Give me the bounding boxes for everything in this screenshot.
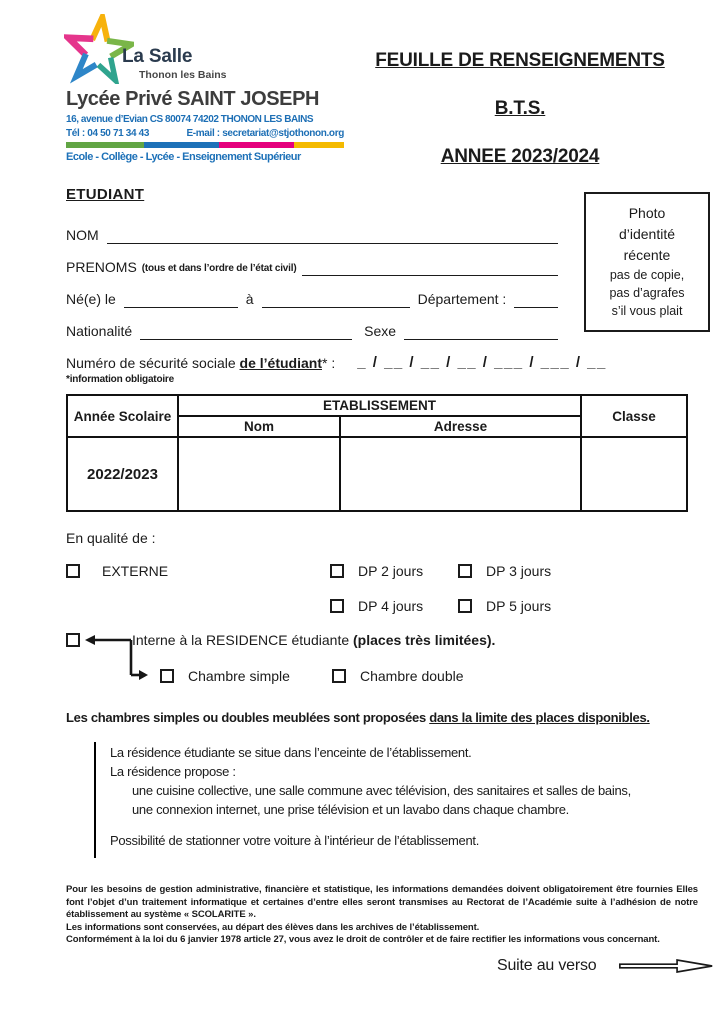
option-interne xyxy=(66,632,694,648)
dp5-checkbox[interactable] xyxy=(458,599,472,613)
option-dp3 xyxy=(458,563,586,579)
legal-paragraph-3: Conformément à la loi du 6 janvier 1978 article 27, vous avez le droit de contrôler et de faire rectifier les informations vous concernant. xyxy=(66,934,660,945)
departement-label: Département : xyxy=(417,291,507,307)
legal-notice xyxy=(66,884,698,947)
option-chambre-double xyxy=(332,668,464,684)
brand-colorbar xyxy=(66,142,344,148)
colorbar-blue-segment xyxy=(144,142,219,148)
field-row-naissance xyxy=(66,286,558,308)
school-email: E-mail : secretariat@stjothonon.org xyxy=(186,128,344,139)
chambre-row xyxy=(66,668,694,684)
brand-block xyxy=(122,46,227,81)
option-externe xyxy=(66,563,330,579)
title-bts: B.T.S. xyxy=(494,98,546,119)
photo-box-line: s’il vous plait xyxy=(611,304,683,318)
option-dp4 xyxy=(330,598,458,614)
classe-cell[interactable] xyxy=(581,437,687,511)
footer-suite xyxy=(497,956,714,976)
chambre-simple-label: Chambre simple xyxy=(188,668,290,684)
nom-label: NOM xyxy=(66,227,99,243)
residence-line: une connexion internet, une prise télévision et un lavabo dans chaque chambre. xyxy=(132,802,569,817)
qualite-section xyxy=(66,530,694,684)
sexe-blank[interactable] xyxy=(404,322,558,340)
residence-description xyxy=(94,742,706,858)
etablissement-adresse-cell[interactable] xyxy=(340,437,581,511)
colorbar-green-segment xyxy=(66,142,144,148)
dp4-checkbox[interactable] xyxy=(330,599,344,613)
field-row-secu xyxy=(66,350,607,372)
school-contact-row xyxy=(66,128,344,139)
col-header-nom: Nom xyxy=(178,416,340,437)
field-row-nom xyxy=(66,222,558,244)
right-arrow-icon xyxy=(618,956,714,976)
chambre-double-label: Chambre double xyxy=(360,668,464,684)
school-address: 16, avenue d’Evian CS 80074 74202 THONON LES BAINS xyxy=(66,114,314,125)
col-header-annee-scolaire: Année Scolaire xyxy=(67,395,178,437)
col-header-adresse: Adresse xyxy=(340,416,581,437)
col-header-classe: Classe xyxy=(581,395,687,437)
dp2-checkbox[interactable] xyxy=(330,564,344,578)
qualite-row-1 xyxy=(66,562,694,580)
interne-checkbox[interactable] xyxy=(66,633,80,647)
suite-au-verso-label: Suite au verso xyxy=(497,957,597,974)
secu-mandatory-note: *information obligatoire xyxy=(66,374,174,385)
letterhead xyxy=(66,16,348,168)
departement-blank[interactable] xyxy=(514,290,558,308)
chambre-double-checkbox[interactable] xyxy=(332,669,346,683)
a-label: à xyxy=(245,291,254,307)
dp2-label: DP 2 jours xyxy=(358,563,424,579)
interne-label: Interne à la RESIDENCE étudiante (places très limitées). xyxy=(132,632,496,648)
legal-paragraph-2: Les informations sont conservées, au départ des élèves dans les archives de l’établissement. xyxy=(66,921,480,933)
photo-box-line: Photo xyxy=(628,205,666,221)
nationalite-label: Nationalité xyxy=(66,323,133,339)
brand-city: Thonon les Bains xyxy=(139,69,227,81)
option-dp5 xyxy=(458,598,586,614)
photo-box-line: d’identité xyxy=(618,226,676,242)
legal-paragraph-1: Pour les besoins de gestion administrative, financière et statistique, les informations demandées doivent obligatoirement être fournies Elles font l’objet d’un traitement informatique et certaines d’entre elles seront transmises au Rectorat de l’Académie suite à l’adhésion de notre établissement au système « SCOLARITE ». xyxy=(66,884,698,920)
interne-block xyxy=(66,632,694,684)
residence-line: La résidence étudiante se situe dans l’enceinte de l’établissement. xyxy=(110,745,472,760)
secu-pattern-blank[interactable]: _ / __ / __ / __ / ___ / ___ / __ xyxy=(357,354,607,371)
school-name: Lycée Privé SAINT JOSEPH xyxy=(66,88,320,110)
externe-checkbox[interactable] xyxy=(66,564,80,578)
nationalite-blank[interactable] xyxy=(140,322,352,340)
student-fields xyxy=(66,222,607,385)
annee-scolaire-value: 2022/2023 xyxy=(67,437,178,511)
qualite-heading: En qualité de : xyxy=(66,530,156,546)
prenoms-blank[interactable] xyxy=(302,258,558,276)
photo-box xyxy=(584,192,710,332)
photo-box-line: pas d’agrafes xyxy=(609,286,685,300)
table-row xyxy=(67,437,687,511)
chambres-note-underlined: dans la limite des places disponibles. xyxy=(429,710,650,725)
photo-box-line: pas de copie, xyxy=(609,268,685,282)
option-chambre-simple xyxy=(160,668,332,684)
etablissement-nom-cell[interactable] xyxy=(178,437,340,511)
colorbar-yellow-segment xyxy=(294,142,344,148)
externe-label: EXTERNE xyxy=(102,563,169,579)
chambres-availability-note: Les chambres simples ou doubles meublées sont proposées dans la limite des places disponibles. xyxy=(66,710,650,725)
branch-arrow-icon xyxy=(84,633,148,683)
brand-name: La Salle xyxy=(122,46,193,67)
colorbar-magenta-segment xyxy=(219,142,294,148)
ne-le-label: Né(e) le xyxy=(66,291,116,307)
chambre-simple-checkbox[interactable] xyxy=(160,669,174,683)
dp4-label: DP 4 jours xyxy=(358,598,424,614)
prenoms-note: (tous et dans l’ordre de l’état civil) xyxy=(141,263,297,274)
school-phone: Tél : 04 50 71 34 43 xyxy=(66,128,150,139)
sexe-label: Sexe xyxy=(364,323,397,339)
secu-label: Numéro de sécurité sociale de l’étudiant* : xyxy=(66,355,336,371)
residence-line: La résidence propose : xyxy=(110,764,236,779)
interne-label-bold: (places très limitées). xyxy=(353,632,496,648)
date-naissance-blank[interactable] xyxy=(124,290,238,308)
prenoms-label: PRENOMS xyxy=(66,259,137,275)
dp3-checkbox[interactable] xyxy=(458,564,472,578)
etablissement-table xyxy=(66,394,688,512)
field-row-prenoms xyxy=(66,254,558,276)
title-feuille: FEUILLE DE RENSEIGNEMENTS xyxy=(375,50,665,71)
section-heading-etudiant: ETUDIANT xyxy=(66,186,145,203)
document-titles xyxy=(368,50,672,168)
dp5-label: DP 5 jours xyxy=(486,598,552,614)
residence-line: une cuisine collective, une salle commune avec télévision, des sanitaires et salles de bains, xyxy=(132,783,631,798)
qualite-row-2 xyxy=(66,597,694,615)
residence-parking-line: Possibilité de stationner votre voiture à l’intérieur de l’établissement. xyxy=(110,833,480,848)
photo-box-line: récente xyxy=(623,247,671,263)
field-row-nationalite xyxy=(66,318,558,340)
nom-blank[interactable] xyxy=(107,226,558,244)
school-tagline: Ecole - Collège - Lycée - Enseignement Supérieur xyxy=(66,151,301,163)
lieu-naissance-blank[interactable] xyxy=(262,290,410,308)
secu-label-bold: de l’étudiant xyxy=(239,355,322,371)
dp3-label: DP 3 jours xyxy=(486,563,552,579)
secu-colon: : xyxy=(331,355,336,371)
col-header-etablissement: ETABLISSEMENT xyxy=(178,395,581,416)
title-annee: ANNEE 2023/2024 xyxy=(440,146,600,167)
option-dp2 xyxy=(330,563,458,579)
secu-asterisk: * xyxy=(321,355,328,371)
